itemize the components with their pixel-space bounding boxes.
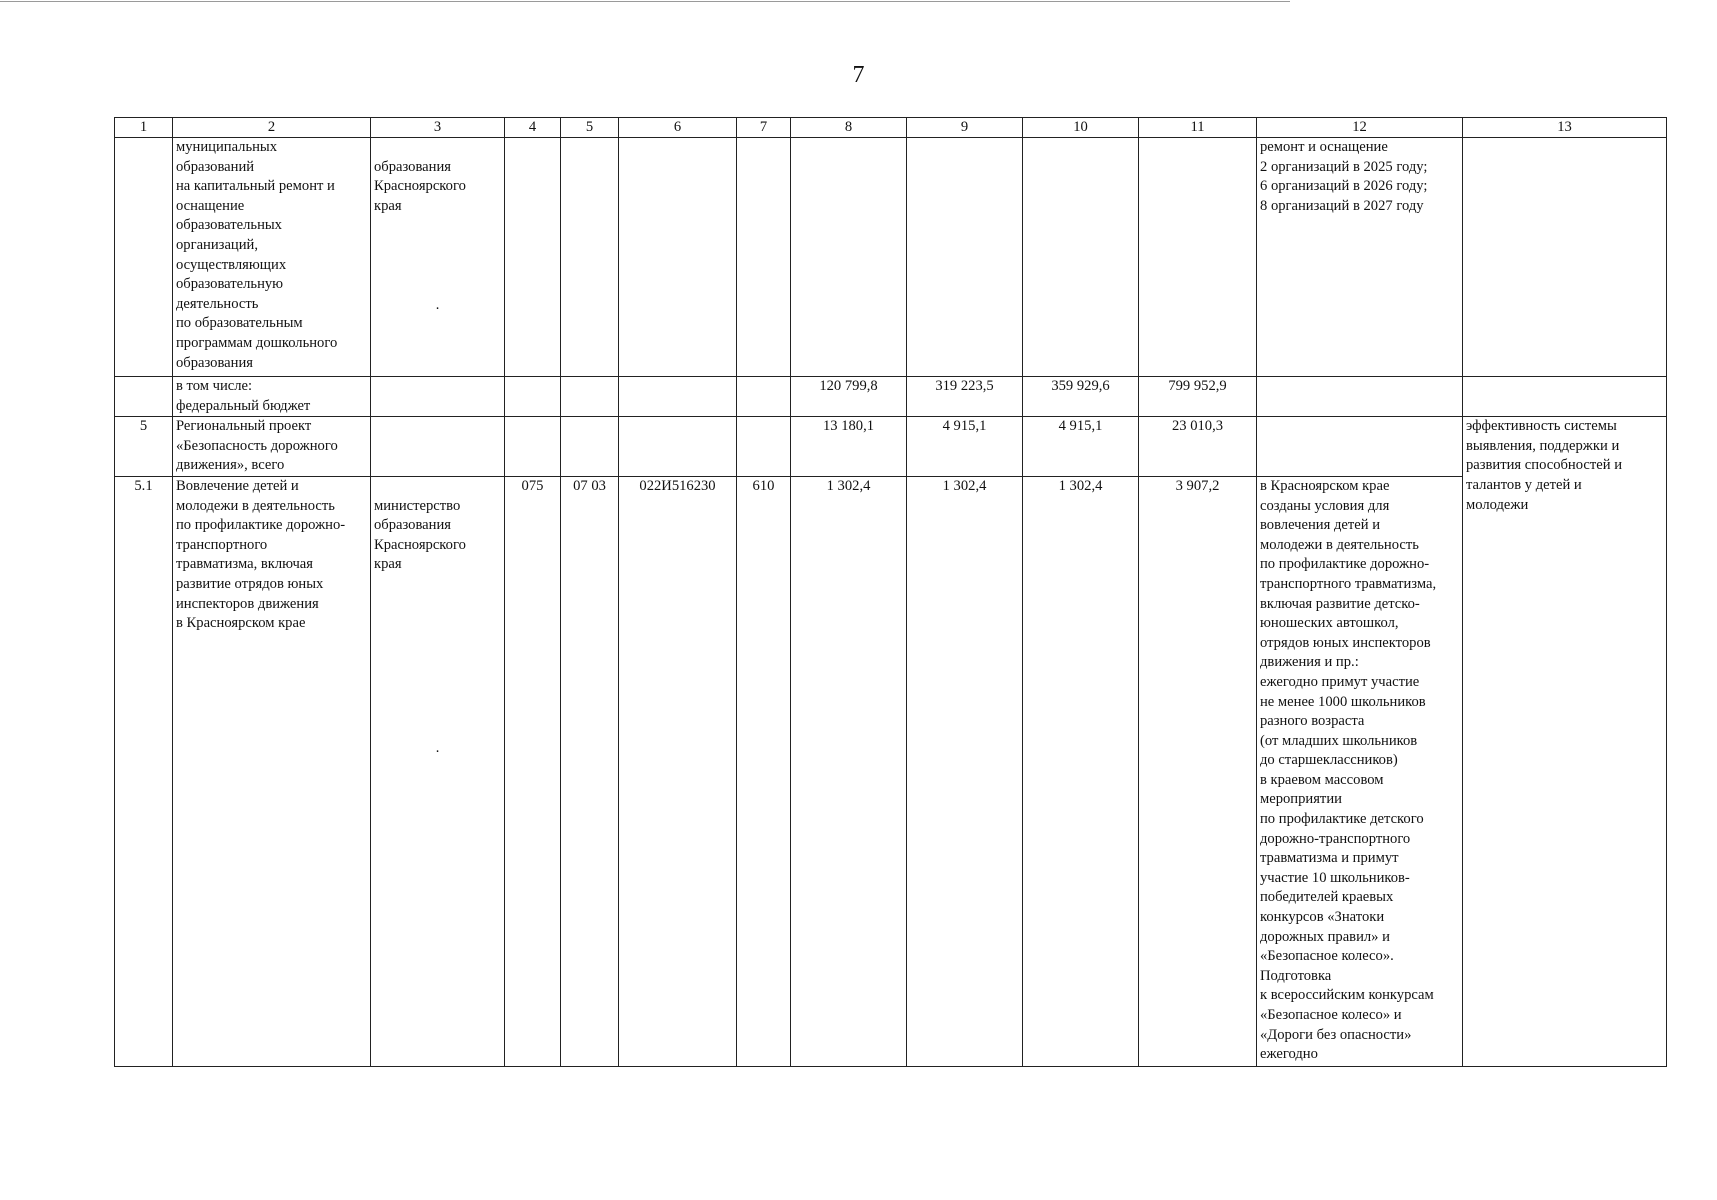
cell-code-6: [619, 377, 737, 417]
cell-code-5: [561, 377, 619, 417]
page-number: 7: [852, 62, 865, 88]
cell-executor: [371, 476, 505, 1066]
col-header: 10: [1023, 118, 1139, 138]
col-header: 11: [1139, 118, 1257, 138]
table-row: [115, 417, 1667, 477]
stray-dot: ·: [435, 743, 440, 760]
col-header: 3: [371, 118, 505, 138]
cell-executor-text: министерство образования Красноярского края: [374, 497, 466, 573]
cell-executor: [371, 417, 505, 477]
cell-amount-10: 4 915,1: [1023, 417, 1139, 477]
cell-code-7: [737, 138, 791, 377]
col-header: 12: [1257, 118, 1463, 138]
cell-amount-10: 1 302,4: [1023, 476, 1139, 1066]
cell-code-5: [561, 138, 619, 377]
cell-amount-9: 319 223,5: [907, 377, 1023, 417]
cell-executor: [371, 138, 505, 377]
cell-name: в том числе: федеральный бюджет: [173, 377, 371, 417]
cell-name: Вовлечение детей и молодежи в деятельность по профилактике дорожно- транспортного травматизма, включая развитие отрядов юных инспекторов движения в Красноярском крае: [173, 476, 371, 1066]
cell-amount-9: [907, 138, 1023, 377]
cell-indicator: [1463, 138, 1667, 377]
cell-amount-8: 120 799,8: [791, 377, 907, 417]
cell-amount-10: [1023, 138, 1139, 377]
cell-name: Региональный проект «Безопасность дорожного движения», всего: [173, 417, 371, 477]
cell-amount-11: [1139, 138, 1257, 377]
cell-amount-10: 359 929,6: [1023, 377, 1139, 417]
cell-code-6: [619, 138, 737, 377]
cell-code-7: 610: [737, 476, 791, 1066]
cell-indicator: [1463, 377, 1667, 417]
cell-code-4: 075: [505, 476, 561, 1066]
cell-result: ремонт и оснащение 2 организаций в 2025 году; 6 организаций в 2026 году; 8 организаций в 2027 году: [1257, 138, 1463, 377]
cell-code-6: [619, 417, 737, 477]
cell-executor: [371, 377, 505, 417]
col-header: 5: [561, 118, 619, 138]
col-header: 4: [505, 118, 561, 138]
cell-amount-8: 13 180,1: [791, 417, 907, 477]
col-header: 6: [619, 118, 737, 138]
cell-code-4: [505, 138, 561, 377]
cell-indicator: эффективность системы выявления, поддержки и развития способностей и талантов у детей и молодежи: [1463, 417, 1667, 1067]
cell-code-6: 022И516230: [619, 476, 737, 1066]
cell-result: [1257, 377, 1463, 417]
cell-number: [115, 138, 173, 377]
col-header: 1: [115, 118, 173, 138]
col-header: 2: [173, 118, 371, 138]
cell-number: 5.1: [115, 476, 173, 1066]
cell-result: [1257, 417, 1463, 477]
cell-number: 5: [115, 417, 173, 477]
cell-amount-8: [791, 138, 907, 377]
scan-edge-line: [0, 1, 1290, 2]
cell-name: муниципальных образований на капитальный ремонт и оснащение образовательных организаций, осуществляющих образовательную деятельность по образовательным программам дошкольного образования: [173, 138, 371, 377]
cell-code-5: 07 03: [561, 476, 619, 1066]
stray-dot: ·: [435, 301, 440, 318]
cell-amount-9: 4 915,1: [907, 417, 1023, 477]
cell-code-7: [737, 377, 791, 417]
cell-amount-11: 799 952,9: [1139, 377, 1257, 417]
cell-code-4: [505, 417, 561, 477]
col-header: 9: [907, 118, 1023, 138]
cell-executor-text: образования Красноярского края: [374, 158, 466, 214]
cell-amount-8: 1 302,4: [791, 476, 907, 1066]
program-table: [114, 117, 1667, 1067]
table-row: [115, 377, 1667, 417]
header-row: [115, 118, 1667, 138]
cell-result: в Красноярском крае созданы условия для вовлечения детей и молодежи в деятельность по профилактике дорожно- транспортного травматизма, включая развитие детско- юношеских автошкол, отрядов юных инспекторов движения и пр.: ежегодно примут участие не менее 1000 школьников разного возраста (от младших школьников до старшеклассников) в краевом массовом мероприятии по профилактике детского дорожно-транспортного травматизма и примут участие 10 школьников- победителей краевых конкурсов «Знатоки дорожных правил» и «Безопасное колесо». Подготовка к всероссийским конкурсам «Безопасное колесо» и «Дороги без опасности» ежегодно: [1257, 476, 1463, 1066]
col-header: 7: [737, 118, 791, 138]
cell-code-5: [561, 417, 619, 477]
cell-amount-11: 23 010,3: [1139, 417, 1257, 477]
table-row: [115, 138, 1667, 377]
table-row: [115, 476, 1667, 1066]
col-header: 13: [1463, 118, 1667, 138]
cell-number: [115, 377, 173, 417]
cell-amount-9: 1 302,4: [907, 476, 1023, 1066]
cell-code-7: [737, 417, 791, 477]
col-header: 8: [791, 118, 907, 138]
cell-amount-11: 3 907,2: [1139, 476, 1257, 1066]
cell-code-4: [505, 377, 561, 417]
